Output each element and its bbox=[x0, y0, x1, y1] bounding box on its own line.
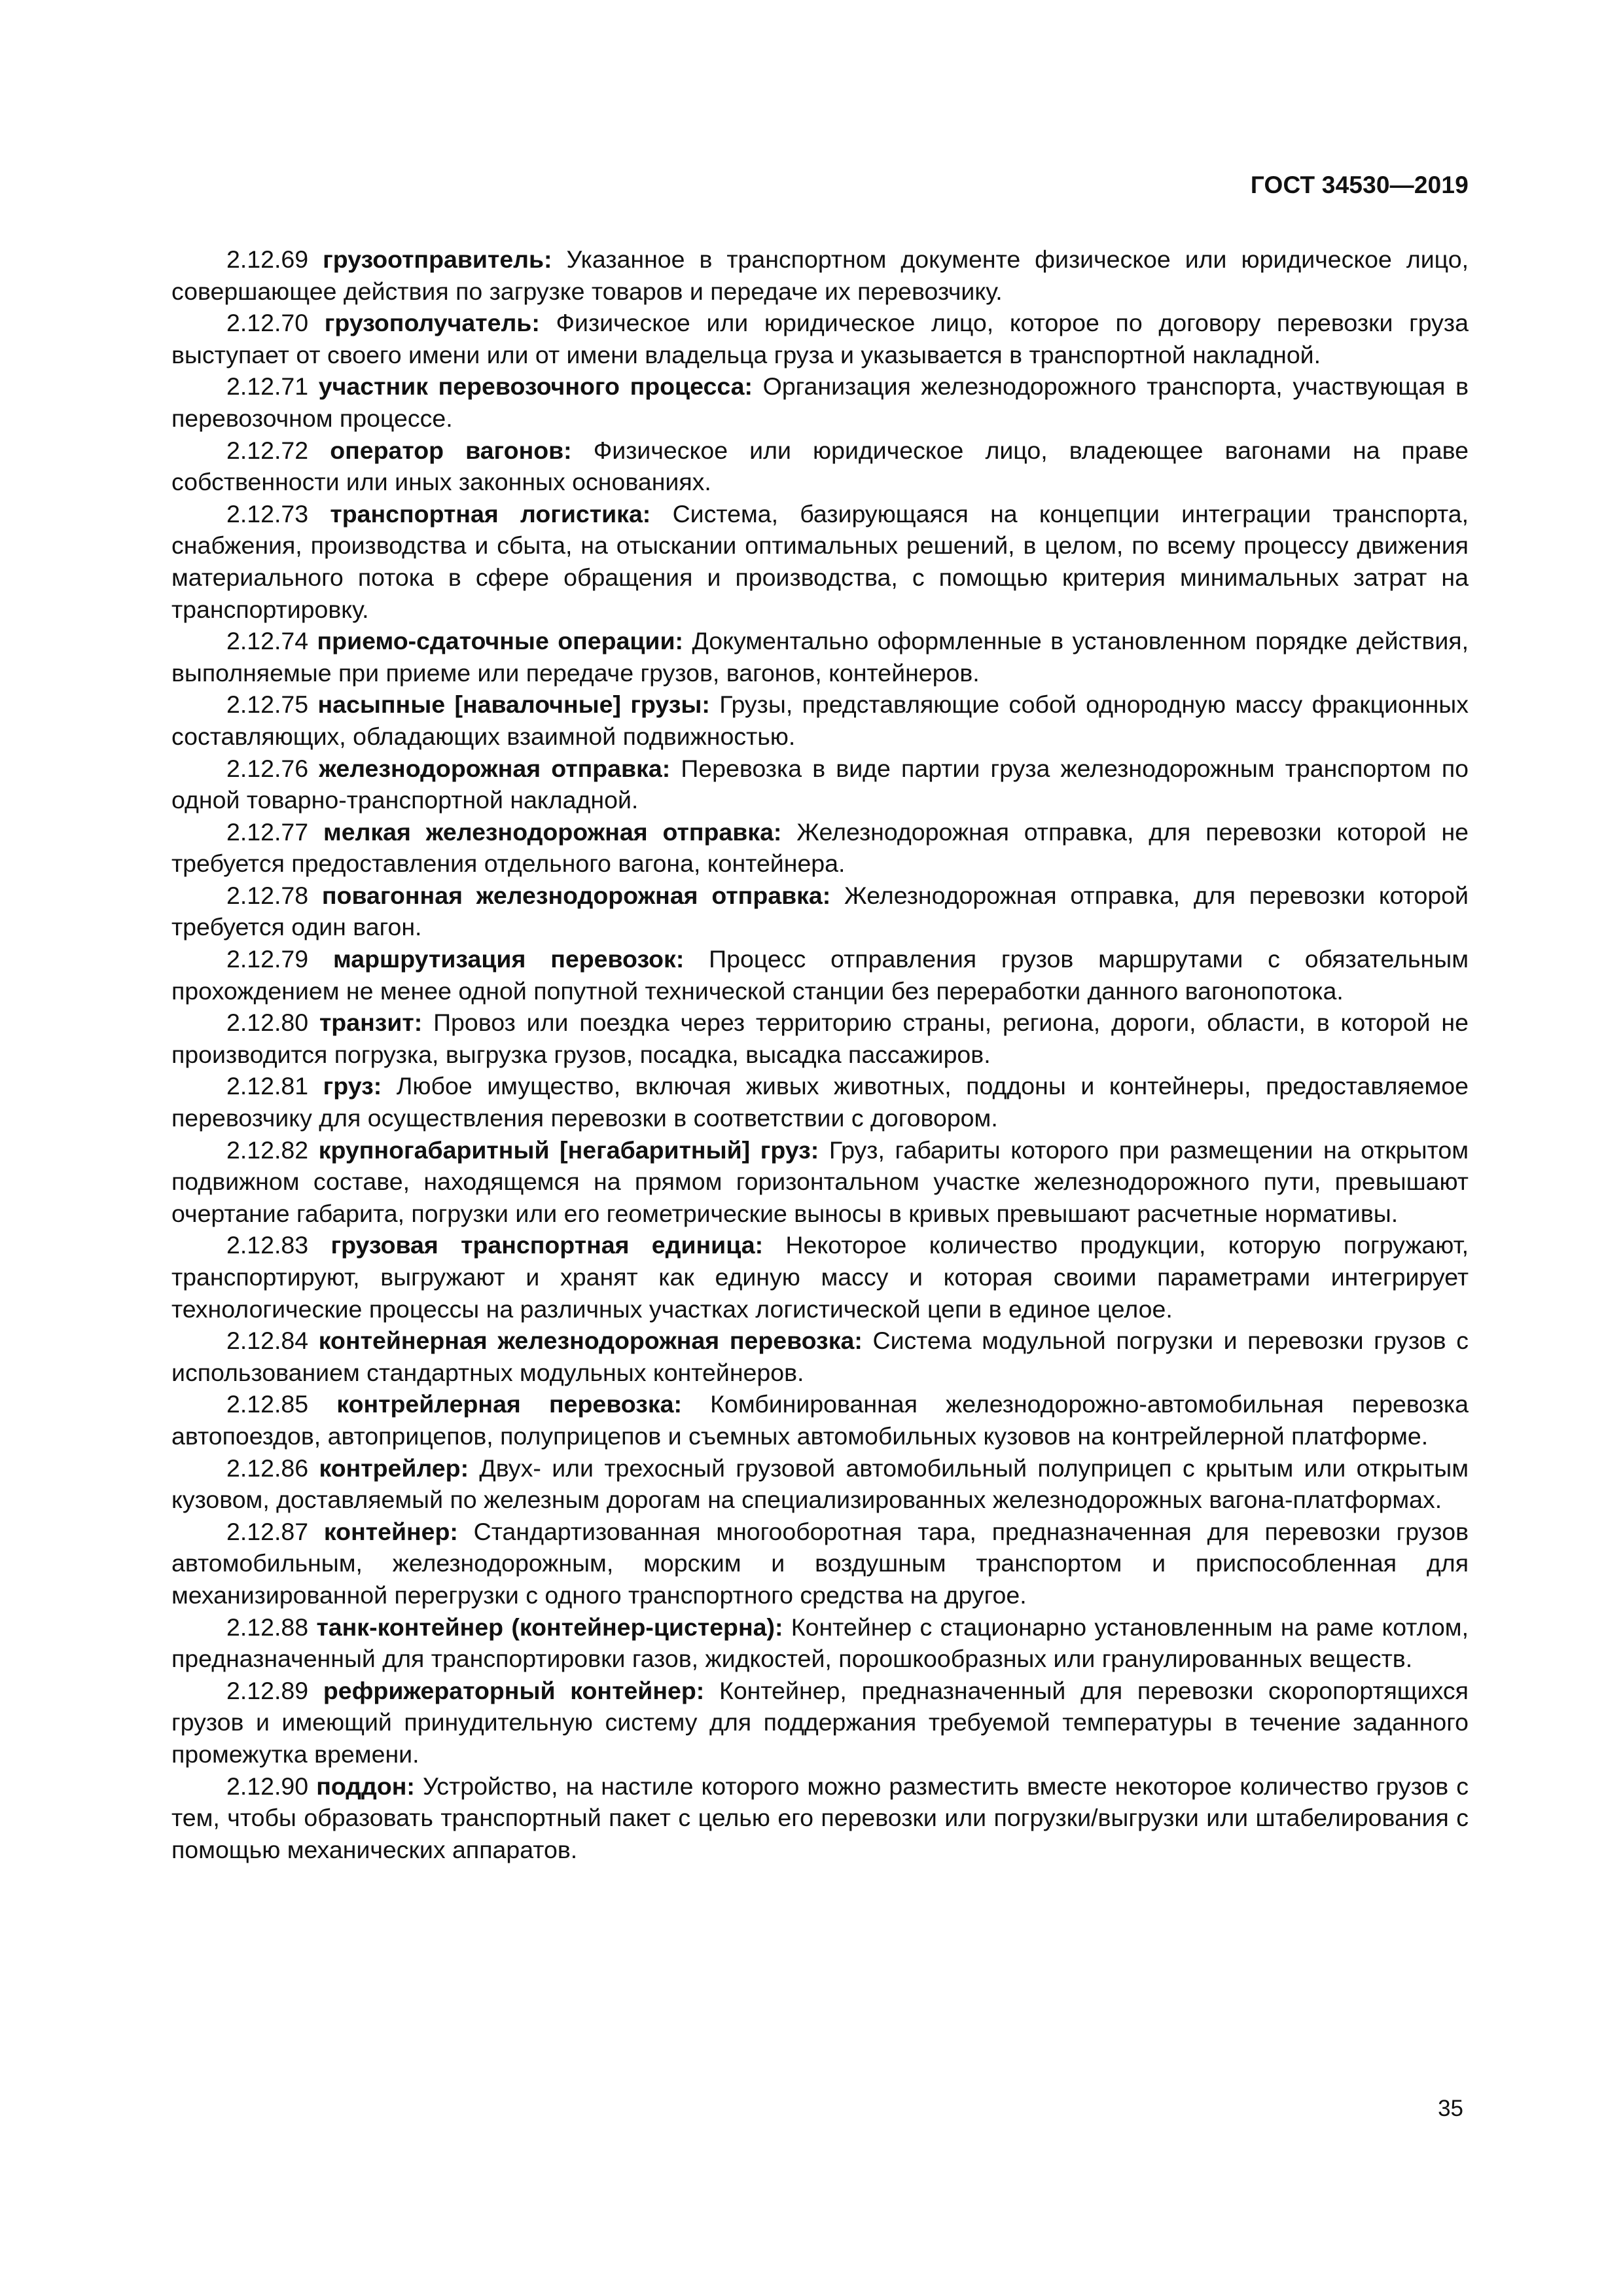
definition-entry bbox=[171, 1388, 1469, 1452]
entry-definition: Система, базирующаяся на концепции интеграции транспорта, снабжения, производства и сбыта, на отыскании оптимальных решений, в целом, по всему процессу движения материального потока в сфере обращения и производства, с помощью критерия минимальных затрат на транспортировку. bbox=[171, 499, 1469, 623]
entry-term: грузоотправитель: bbox=[323, 245, 552, 273]
entry-definition: Документально оформленные в установленном порядке действия, выполняемые при приеме или передаче грузов, вагонов, контейнеров. bbox=[171, 627, 1469, 687]
entry-number: 2.12.86 bbox=[226, 1454, 309, 1482]
entry-number: 2.12.72 bbox=[226, 436, 309, 464]
entry-term: рефрижераторный контейнер: bbox=[323, 1676, 705, 1704]
document-code: ГОСТ 34530—2019 bbox=[1250, 171, 1469, 198]
definition-entry bbox=[171, 370, 1469, 434]
entry-number: 2.12.71 bbox=[226, 372, 309, 401]
entry-term: грузополучатель: bbox=[324, 309, 540, 337]
definition-entry bbox=[171, 498, 1469, 625]
definition-entry bbox=[171, 1516, 1469, 1611]
entry-definition: Стандартизованная многооборотная тара, предназначенная для перевозки грузов автомобильным, железнодорожным, морским и воздушным транспортом и приспособленная для механизированной перегрузки с одного транспортного средства на другое. bbox=[171, 1517, 1469, 1609]
entry-term: железнодорожная отправка: bbox=[319, 754, 671, 782]
entry-definition: Железнодорожная отправка, для перевозки которой не требуется предоставления отдельного вагона, контейнера. bbox=[171, 817, 1469, 878]
definition-entry bbox=[171, 816, 1469, 880]
entry-number: 2.12.76 bbox=[226, 754, 309, 782]
entry-definition: Грузы, представляющие собой однородную массу фракционных составляющих, обладающих взаимной подвижностью. bbox=[171, 691, 1469, 750]
entry-definition: Любое имущество, включая живых животных, поддоны и контейнеры, предоставляемое перевозчику для осуществления перевозки в соответствии с договором. bbox=[171, 1072, 1469, 1132]
entry-definition: Процесс отправления грузов маршрутами с обязательным прохождением не менее одной попутной технической станции без переработки данного вагонопотока. bbox=[171, 945, 1469, 1005]
entry-number: 2.12.85 bbox=[226, 1390, 309, 1418]
entry-number: 2.12.83 bbox=[226, 1231, 309, 1259]
entry-number: 2.12.78 bbox=[226, 881, 309, 909]
definition-entry bbox=[171, 307, 1469, 370]
entry-number: 2.12.79 bbox=[226, 945, 309, 973]
entry-term: контейнер: bbox=[323, 1517, 458, 1545]
entry-term: повагонная железнодорожная отправка: bbox=[321, 881, 831, 909]
definition-entry bbox=[171, 1134, 1469, 1230]
page-number: 35 bbox=[1438, 2096, 1463, 2121]
definition-entry bbox=[171, 243, 1469, 307]
entry-number: 2.12.75 bbox=[226, 691, 309, 719]
entry-definition: Провоз или поездка через территорию страны, региона, дороги, области, в которой не производится погрузка, выгрузка грузов, посадка, высадка пассажиров. bbox=[171, 1009, 1469, 1068]
entry-term: контейнерная железнодорожная перевозка: bbox=[318, 1327, 863, 1355]
entry-number: 2.12.81 bbox=[226, 1072, 309, 1100]
entry-definition: Двух- или трехосный грузовой автомобильный полуприцеп с крытым или открытым кузовом, доставляемый по железным дорогам на специализированных железнодорожных вагона-платформах. bbox=[171, 1454, 1469, 1514]
definition-entry bbox=[171, 1675, 1469, 1770]
entry-term: мелкая железнодорожная отправка: bbox=[323, 817, 782, 846]
entry-definition: Перевозка в виде партии груза железнодорожным транспортом по одной товарно-транспортной накладной. bbox=[171, 754, 1469, 814]
definition-entry bbox=[171, 1229, 1469, 1325]
entry-definition: Контейнер, предназначенный для перевозки скоропортящихся грузов и имеющий принудительную систему для поддержания требуемой температуры в течение заданного промежутка времени. bbox=[171, 1676, 1469, 1768]
definitions-list bbox=[171, 243, 1469, 1865]
entry-number: 2.12.84 bbox=[226, 1327, 309, 1355]
entry-definition: Физическое или юридическое лицо, владеющее вагонами на праве собственности или иных законных основаниях. bbox=[171, 436, 1469, 496]
definition-entry bbox=[171, 753, 1469, 816]
entry-term: поддон: bbox=[316, 1772, 415, 1800]
definition-entry bbox=[171, 1770, 1469, 1866]
entry-term: транспортная логистика: bbox=[330, 499, 651, 528]
entry-definition: Контейнер с стационарно установленным на раме котлом, предназначенный для транспортировки газов, жидкостей, порошкообразных или гранулированных веществ. bbox=[171, 1613, 1469, 1673]
entry-definition: Указанное в транспортном документе физическое или юридическое лицо, совершающее действия по загрузке товаров и передаче их перевозчику. bbox=[171, 245, 1469, 305]
entry-term: участник перевозочного процесса: bbox=[318, 372, 753, 401]
entry-definition: Физическое или юридическое лицо, которое по договору перевозки груза выступает от своего имени или от имени владельца груза и указывается в транспортной накладной. bbox=[171, 309, 1469, 368]
definition-entry bbox=[171, 1611, 1469, 1675]
entry-number: 2.12.69 bbox=[226, 245, 309, 273]
entry-term: оператор вагонов: bbox=[330, 436, 572, 464]
entry-definition: Груз, габариты которого при размещении на открытом подвижном составе, находящемся на прямом горизонтальном участке железнодорожного пути, превышают очертание габарита, погрузки или его геометрические выносы в кривых превышают расчетные нормативы. bbox=[171, 1136, 1469, 1227]
definition-entry bbox=[171, 1070, 1469, 1134]
entry-definition: Устройство, на настиле которого можно разместить вместе некоторое количество грузов с тем, чтобы образовать транспортный пакет с целью его перевозки или погрузки/выгрузки или штабелирования с помощью механических аппаратов. bbox=[171, 1772, 1469, 1863]
entry-number: 2.12.87 bbox=[226, 1517, 309, 1545]
entry-definition: Организация железнодорожного транспорта, участвующая в перевозочном процессе. bbox=[171, 372, 1469, 432]
entry-number: 2.12.70 bbox=[226, 309, 309, 337]
definition-entry bbox=[171, 1325, 1469, 1388]
entry-definition: Железнодорожная отправка, для перевозки которой требуется один вагон. bbox=[171, 881, 1469, 941]
entry-number: 2.12.74 bbox=[226, 627, 309, 655]
entry-definition: Система модульной погрузки и перевозки грузов с использованием стандартных модульных контейнеров. bbox=[171, 1327, 1469, 1386]
entry-definition: Некоторое количество продукции, которую погружают, транспортируют, выгружают и хранят как единую массу и которая своими параметрами интегрирует технологические процессы на различных участках логистической цепи в единое целое. bbox=[171, 1231, 1469, 1323]
entry-number: 2.12.89 bbox=[226, 1676, 309, 1704]
definition-entry bbox=[171, 689, 1469, 752]
entry-definition: Комбинированная железнодорожно-автомобильная перевозка автопоездов, автоприцепов, полуприцепов и съемных автомобильных кузовов на контрейлерной платформе. bbox=[171, 1390, 1469, 1450]
definition-entry bbox=[171, 943, 1469, 1007]
entry-term: маршрутизация перевозок: bbox=[332, 945, 685, 973]
definition-entry bbox=[171, 625, 1469, 689]
entry-number: 2.12.90 bbox=[226, 1772, 309, 1800]
entry-term: груз: bbox=[323, 1072, 382, 1100]
definition-entry bbox=[171, 1007, 1469, 1070]
entry-number: 2.12.77 bbox=[226, 817, 309, 846]
entry-term: транзит: bbox=[319, 1009, 423, 1037]
definition-entry bbox=[171, 1452, 1469, 1516]
entry-term: насыпные [навалочные] грузы: bbox=[317, 691, 710, 719]
entry-term: контрейлерная перевозка: bbox=[336, 1390, 682, 1418]
entry-number: 2.12.88 bbox=[226, 1613, 309, 1641]
entry-term: приемо-сдаточные операции: bbox=[317, 627, 684, 655]
entry-term: контрейлер: bbox=[319, 1454, 469, 1482]
entry-number: 2.12.73 bbox=[226, 499, 309, 528]
entry-term: танк-контейнер (контейнер-цистерна): bbox=[316, 1613, 783, 1641]
entry-number: 2.12.80 bbox=[226, 1009, 309, 1037]
entry-term: грузовая транспортная единица: bbox=[330, 1231, 764, 1259]
entry-number: 2.12.82 bbox=[226, 1136, 309, 1164]
definition-entry bbox=[171, 435, 1469, 498]
definition-entry bbox=[171, 880, 1469, 943]
entry-term: крупногабаритный [негабаритный] груз: bbox=[318, 1136, 819, 1164]
